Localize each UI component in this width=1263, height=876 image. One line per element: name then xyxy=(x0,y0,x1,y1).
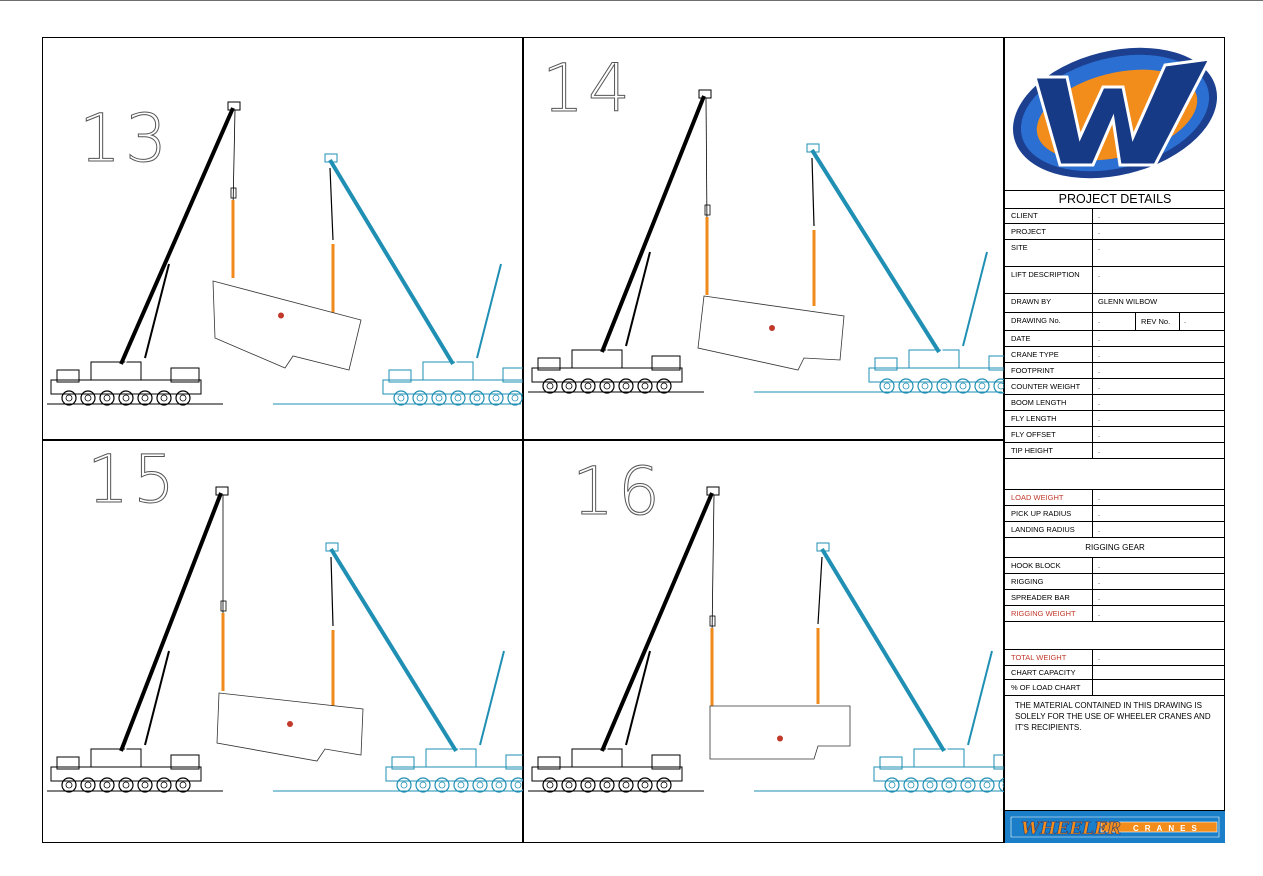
disclaimer-note: THE MATERIAL CONTAINED IN THIS DRAWING IS SOLELY FOR THE USE OF WHEELER CRANES AND IT'S RECIPIENTS. xyxy=(1015,701,1211,732)
hook-block xyxy=(705,205,710,215)
field-row-project: PROJECT . xyxy=(1005,224,1225,240)
centre-of-gravity-marker xyxy=(769,325,775,331)
step-number: 16 xyxy=(572,453,664,530)
field-row-total-weight: TOTAL WEIGHT . xyxy=(1005,650,1225,666)
field-row-boom-length: BOOM LENGTH . xyxy=(1005,395,1225,411)
field-row-client: CLIENT . xyxy=(1005,208,1225,224)
top-border-line xyxy=(0,0,1263,1)
step-number: 14 xyxy=(542,50,634,127)
project-value[interactable]: . xyxy=(1098,227,1101,236)
load-outline xyxy=(698,296,844,370)
footer-sub-text: CRANES xyxy=(1133,824,1203,833)
spreader-bar-value[interactable]: . xyxy=(1098,593,1101,602)
main-crane xyxy=(51,487,228,792)
main-crane xyxy=(532,90,711,393)
field-row-load-weight: LOAD WEIGHT . xyxy=(1005,490,1225,506)
client-value[interactable]: . xyxy=(1098,211,1101,220)
field-row-site: SITE . xyxy=(1005,240,1225,267)
field-row-rigging-weight: RIGGING WEIGHT . xyxy=(1005,606,1225,622)
lift-step-panel-14 xyxy=(523,37,1004,440)
centre-of-gravity-marker xyxy=(777,736,783,742)
field-row-drawing-no: DRAWING No. . REV No. . xyxy=(1005,313,1225,331)
field-row-pick-up-radius: PICK UP RADIUS . xyxy=(1005,506,1225,522)
load-outline xyxy=(710,706,850,759)
lift-description-value[interactable]: . xyxy=(1098,270,1101,279)
rigging-gear-title: RIGGING GEAR xyxy=(1005,538,1225,558)
field-row-date: DATE . xyxy=(1005,331,1225,347)
title-block xyxy=(1004,37,1225,843)
landing-radius-value[interactable]: . xyxy=(1098,525,1101,534)
tail-hoist-line xyxy=(331,557,333,626)
field-row-counter-weight: COUNTER WEIGHT . xyxy=(1005,379,1225,395)
project-details-title: PROJECT DETAILS xyxy=(1005,190,1225,209)
tail-hoist-line xyxy=(812,158,814,226)
field-row-footprint: FOOTPRINT . xyxy=(1005,363,1225,379)
field-row-tip-height: TIP HEIGHT . xyxy=(1005,443,1225,459)
field-row-crane-type: CRANE TYPE . xyxy=(1005,347,1225,363)
footer-brand-text: WHEELER xyxy=(1021,819,1122,839)
centre-of-gravity-marker xyxy=(287,721,293,727)
tail-crane xyxy=(325,154,524,405)
spacer-row xyxy=(1005,459,1225,490)
company-logo xyxy=(1005,37,1225,190)
centre-of-gravity-marker xyxy=(278,313,284,319)
step-number: 15 xyxy=(87,441,179,518)
tail-crane xyxy=(817,543,1005,792)
pick-up-radius-value[interactable]: . xyxy=(1098,509,1101,518)
spacer-row xyxy=(1005,622,1225,650)
lift-step-panel-13 xyxy=(42,37,523,440)
tail-hoist-line xyxy=(330,168,333,240)
wheeler-cranes-footer-logo xyxy=(1005,810,1225,843)
fly-length-value[interactable]: . xyxy=(1098,414,1101,423)
total-weight-value[interactable]: . xyxy=(1098,653,1101,662)
drawn-by-value[interactable]: GLENN WILBOW xyxy=(1098,297,1158,306)
hoist-line xyxy=(712,495,714,636)
field-row-chart-capacity: CHART CAPACITY xyxy=(1005,666,1225,680)
field-row-fly-length: FLY LENGTH . xyxy=(1005,411,1225,427)
field-row-hook-block: HOOK BLOCK . xyxy=(1005,558,1225,574)
field-row-fly-offset: FLY OFFSET . xyxy=(1005,427,1225,443)
site-value[interactable]: . xyxy=(1098,243,1101,252)
counter-weight-value[interactable]: . xyxy=(1098,382,1101,391)
lift-step-panel-15 xyxy=(42,440,523,843)
field-row-landing-radius: LANDING RADIUS . xyxy=(1005,522,1225,538)
drawing-no-value[interactable]: . xyxy=(1098,316,1101,325)
rev-no-value[interactable]: . xyxy=(1184,316,1187,325)
lift-step-panel-16 xyxy=(523,440,1004,843)
hook-block-value[interactable]: . xyxy=(1098,561,1101,570)
footprint-value[interactable]: . xyxy=(1098,366,1101,375)
step-number: 13 xyxy=(79,100,171,177)
rev-no-label: REV No. xyxy=(1141,317,1171,326)
main-crane xyxy=(532,487,719,792)
field-row-spreader-bar: SPREADER BAR . xyxy=(1005,590,1225,606)
field-row-rigging: RIGGING . xyxy=(1005,574,1225,590)
hoist-line xyxy=(233,110,235,208)
crane-type-value[interactable]: . xyxy=(1098,350,1101,359)
field-row-drawn-by: DRAWN BY GLENN WILBOW xyxy=(1005,294,1225,313)
load-outline xyxy=(213,281,361,370)
tip-height-value[interactable]: . xyxy=(1098,446,1101,455)
rigging-weight-value[interactable]: . xyxy=(1098,609,1101,618)
rigging-value[interactable]: . xyxy=(1098,577,1101,586)
tail-crane xyxy=(326,543,524,792)
field-row-load-chart-percent: % OF LOAD CHART xyxy=(1005,680,1225,696)
tail-hoist-line xyxy=(818,557,822,624)
hook-block xyxy=(221,601,226,611)
load-weight-value[interactable]: . xyxy=(1098,493,1101,502)
hoist-line xyxy=(706,98,707,225)
boom-length-value[interactable]: . xyxy=(1098,398,1101,407)
field-row-lift-description: LIFT DESCRIPTION . xyxy=(1005,267,1225,294)
lift-diagram xyxy=(43,38,524,441)
date-value[interactable]: . xyxy=(1098,334,1101,343)
fly-offset-value[interactable]: . xyxy=(1098,430,1101,439)
